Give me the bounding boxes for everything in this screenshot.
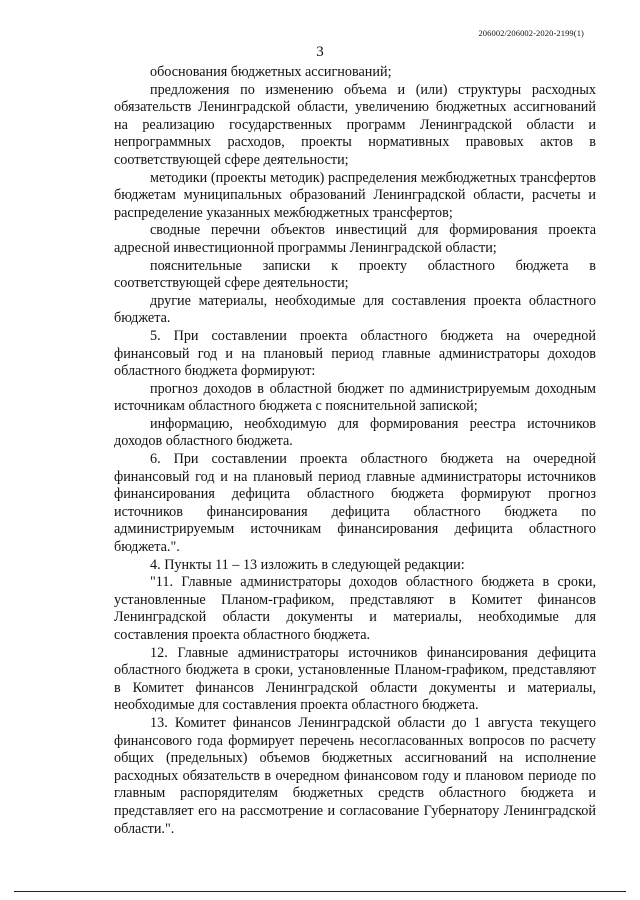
- paragraph: 13. Комитет финансов Ленинградской области до 1 августа текущего финансового года формирует перечень несогласованных вопросов по расчету общих (предельных) объемов бюджетных ассигнований на исполнение расходных обязательств в очередном финансовом году и плановом периоде по главным распорядителям бюджетных средств областного бюджета и представляет его на рассмотрение и согласование Губернатору Ленинградской области.".: [114, 714, 596, 837]
- document-body: [114, 64, 596, 838]
- paragraph: 5. При составлении проекта областного бюджета на очередной финансовый год и на плановый период главные администраторы доходов областного бюджета формируют:: [114, 327, 596, 380]
- paragraph: информацию, необходимую для формирования реестра источников доходов областного бюджета.: [114, 415, 596, 450]
- paragraph: 12. Главные администраторы источников финансирования дефицита областного бюджета в сроки, установленные Планом-графиком, представляют в Комитет финансов Ленинградской области документы и материалы, необходимые для составления проекта областного бюджета.: [114, 644, 596, 714]
- paragraph: другие материалы, необходимые для составления проекта областного бюджета.: [114, 292, 596, 327]
- paragraph: предложения по изменению объема и (или) структуры расходных обязательств Ленинградской области, увеличению бюджетных ассигнований на реализацию государственных программ Ленинградской области и непрограммных расходов, проекты нормативных правовых актов в соответствующей сфере деятельности;: [114, 81, 596, 168]
- page-number: 3: [316, 44, 324, 60]
- paragraph: обоснования бюджетных ассигнований;: [150, 64, 392, 80]
- page-bottom-divider: [14, 891, 626, 892]
- paragraph: 4. Пункты 11 – 13 изложить в следующей редакции:: [150, 556, 465, 573]
- paragraph: методики (проекты методик) распределения межбюджетных трансфертов бюджетам муниципальных образований Ленинградской области, расчеты и распределение указанных межбюджетных трансфертов;: [114, 169, 596, 221]
- paragraph: сводные перечни объектов инвестиций для формирования проекта адресной инвестиционной программы Ленинградской области;: [114, 222, 596, 256]
- paragraph: 6. При составлении проекта областного бюджета на очередной финансовый год и на плановый период главные администраторы источников финансирования дефицита областного бюджета формируют прогноз источников финансирования дефицита областного бюджета по администрируемым источникам финансирования дефицита областного бюджета.".: [114, 451, 596, 556]
- document-id: 206002/206002-2020-2199(1): [478, 28, 584, 38]
- paragraph: прогноз доходов в областной бюджет по администрируемым доходным источникам областного бюджета с пояснительной запиской;: [114, 380, 596, 415]
- paragraph: пояснительные записки к проекту областного бюджета в соответствующей сфере деятельности;: [114, 257, 596, 292]
- paragraph: "11. Главные администраторы доходов областного бюджета в сроки, установленные Планом-графиком, представляют в Комитет финансов Ленинградской области документы и материалы, необходимые для составления проекта областного бюджета.: [114, 574, 596, 643]
